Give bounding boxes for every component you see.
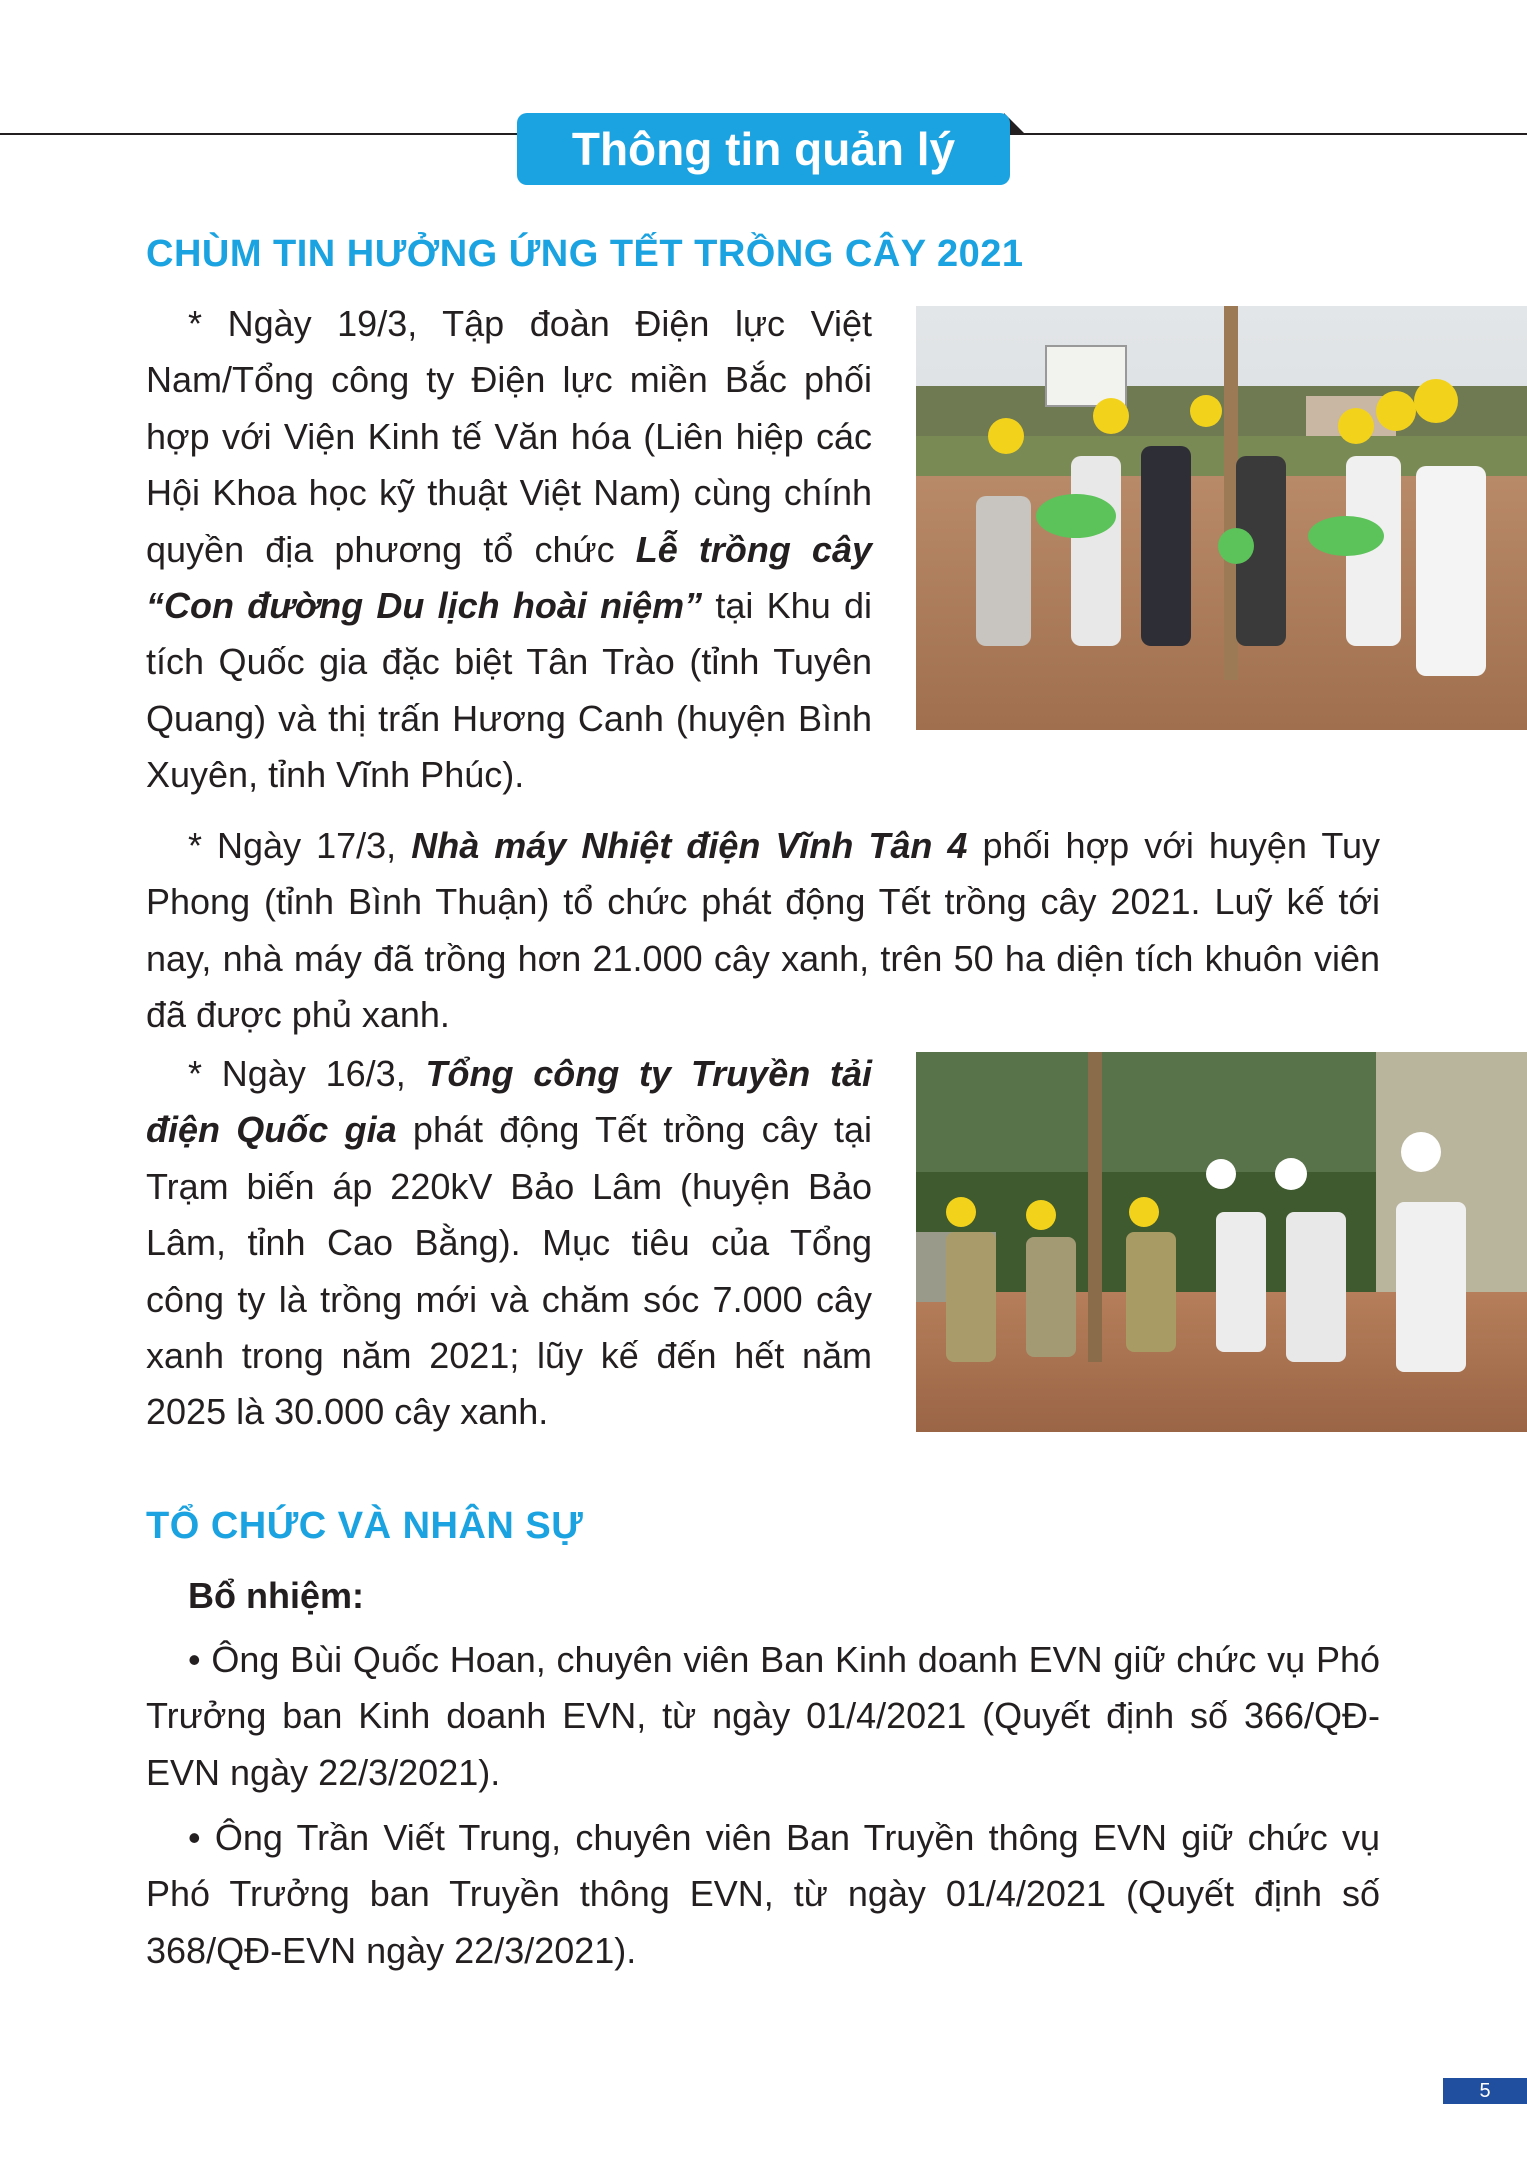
heading-organization-personnel: TỔ CHỨC VÀ NHÂN SỰ — [146, 1505, 584, 1547]
news-item-3 — [146, 1046, 872, 1441]
news-item-2-lead: * Ngày 17/3, — [188, 825, 412, 866]
news-item-2-bold: Nhà máy Nhiệt điện Vĩnh Tân 4 — [411, 825, 968, 866]
photo-tree-planting-2 — [916, 1052, 1527, 1432]
page-number: 5 — [1443, 2078, 1527, 2104]
news-item-3-bold: Tổng công ty Truyền tải điện Quốc gia — [146, 1053, 873, 1151]
news-item-3-lead: * Ngày 16/3, — [188, 1053, 426, 1094]
news-item-3-tail: phát động Tết trồng cây tại Trạm biến áp 220kV Bảo Lâm (huyện Bảo Lâm, tỉnh Cao Bằng). Mục tiêu của Tổng công ty là trồng mới và chăm sóc 7.000 cây xanh trong năm 2021; lũy kế đến hết năm 2025 là 30.000 cây xanh. — [146, 1109, 873, 1433]
section-tab: Thông tin quản lý — [517, 113, 1010, 185]
news-item-1-tail: tại Khu di tích Quốc gia đặc biệt Tân Trào (tỉnh Tuyên Quang) và thị trấn Hương Canh (huyện Bình Xuyên, tỉnh Vĩnh Phúc). — [146, 585, 873, 796]
appointment-subheading: Bổ nhiệm: — [188, 1575, 364, 1616]
news-item-2 — [146, 818, 1380, 1044]
appointment-item-2: • Ông Trần Viết Trung, chuyên viên Ban Truyền thông EVN giữ chức vụ Phó Trưởng ban Truyền thông EVN, từ ngày 01/4/2021 (Quyết định số 368/QĐ-EVN ngày 22/3/2021). — [146, 1817, 1380, 1971]
news-item-2-tail: phối hợp với huyện Tuy Phong (tỉnh Bình Thuận) tổ chức phát động Tết trồng cây 2021. Luỹ kế tới nay, nhà máy đã trồng hơn 21.000 cây xanh, trên 50 ha diện tích khuôn viên đã được phủ xanh. — [146, 825, 1380, 1036]
appointment-item-1: • Ông Bùi Quốc Hoan, chuyên viên Ban Kinh doanh EVN giữ chức vụ Phó Trưởng ban Kinh doanh EVN, từ ngày 01/4/2021 (Quyết định số 366/QĐ-EVN ngày 22/3/2021). — [146, 1639, 1380, 1793]
heading-tree-planting: CHÙM TIN HƯỞNG ỨNG TẾT TRỒNG CÂY 2021 — [146, 233, 1024, 275]
news-item-1-bold: Lễ trồng cây “Con đường Du lịch hoài niệm” — [146, 528, 872, 627]
news-item-1-lead: * Ngày 19/3, Tập đoàn Điện lực Việt Nam/Tổng công ty Điện lực miền Bắc phối hợp với Viện Kinh tế Văn hóa (Liên hiệp các Hội Khoa học kỹ thuật Việt Nam) cùng chính quyền địa phương tổ chức — [146, 303, 872, 570]
news-item-1 — [146, 296, 872, 804]
photo-tree-planting-1 — [916, 306, 1527, 730]
